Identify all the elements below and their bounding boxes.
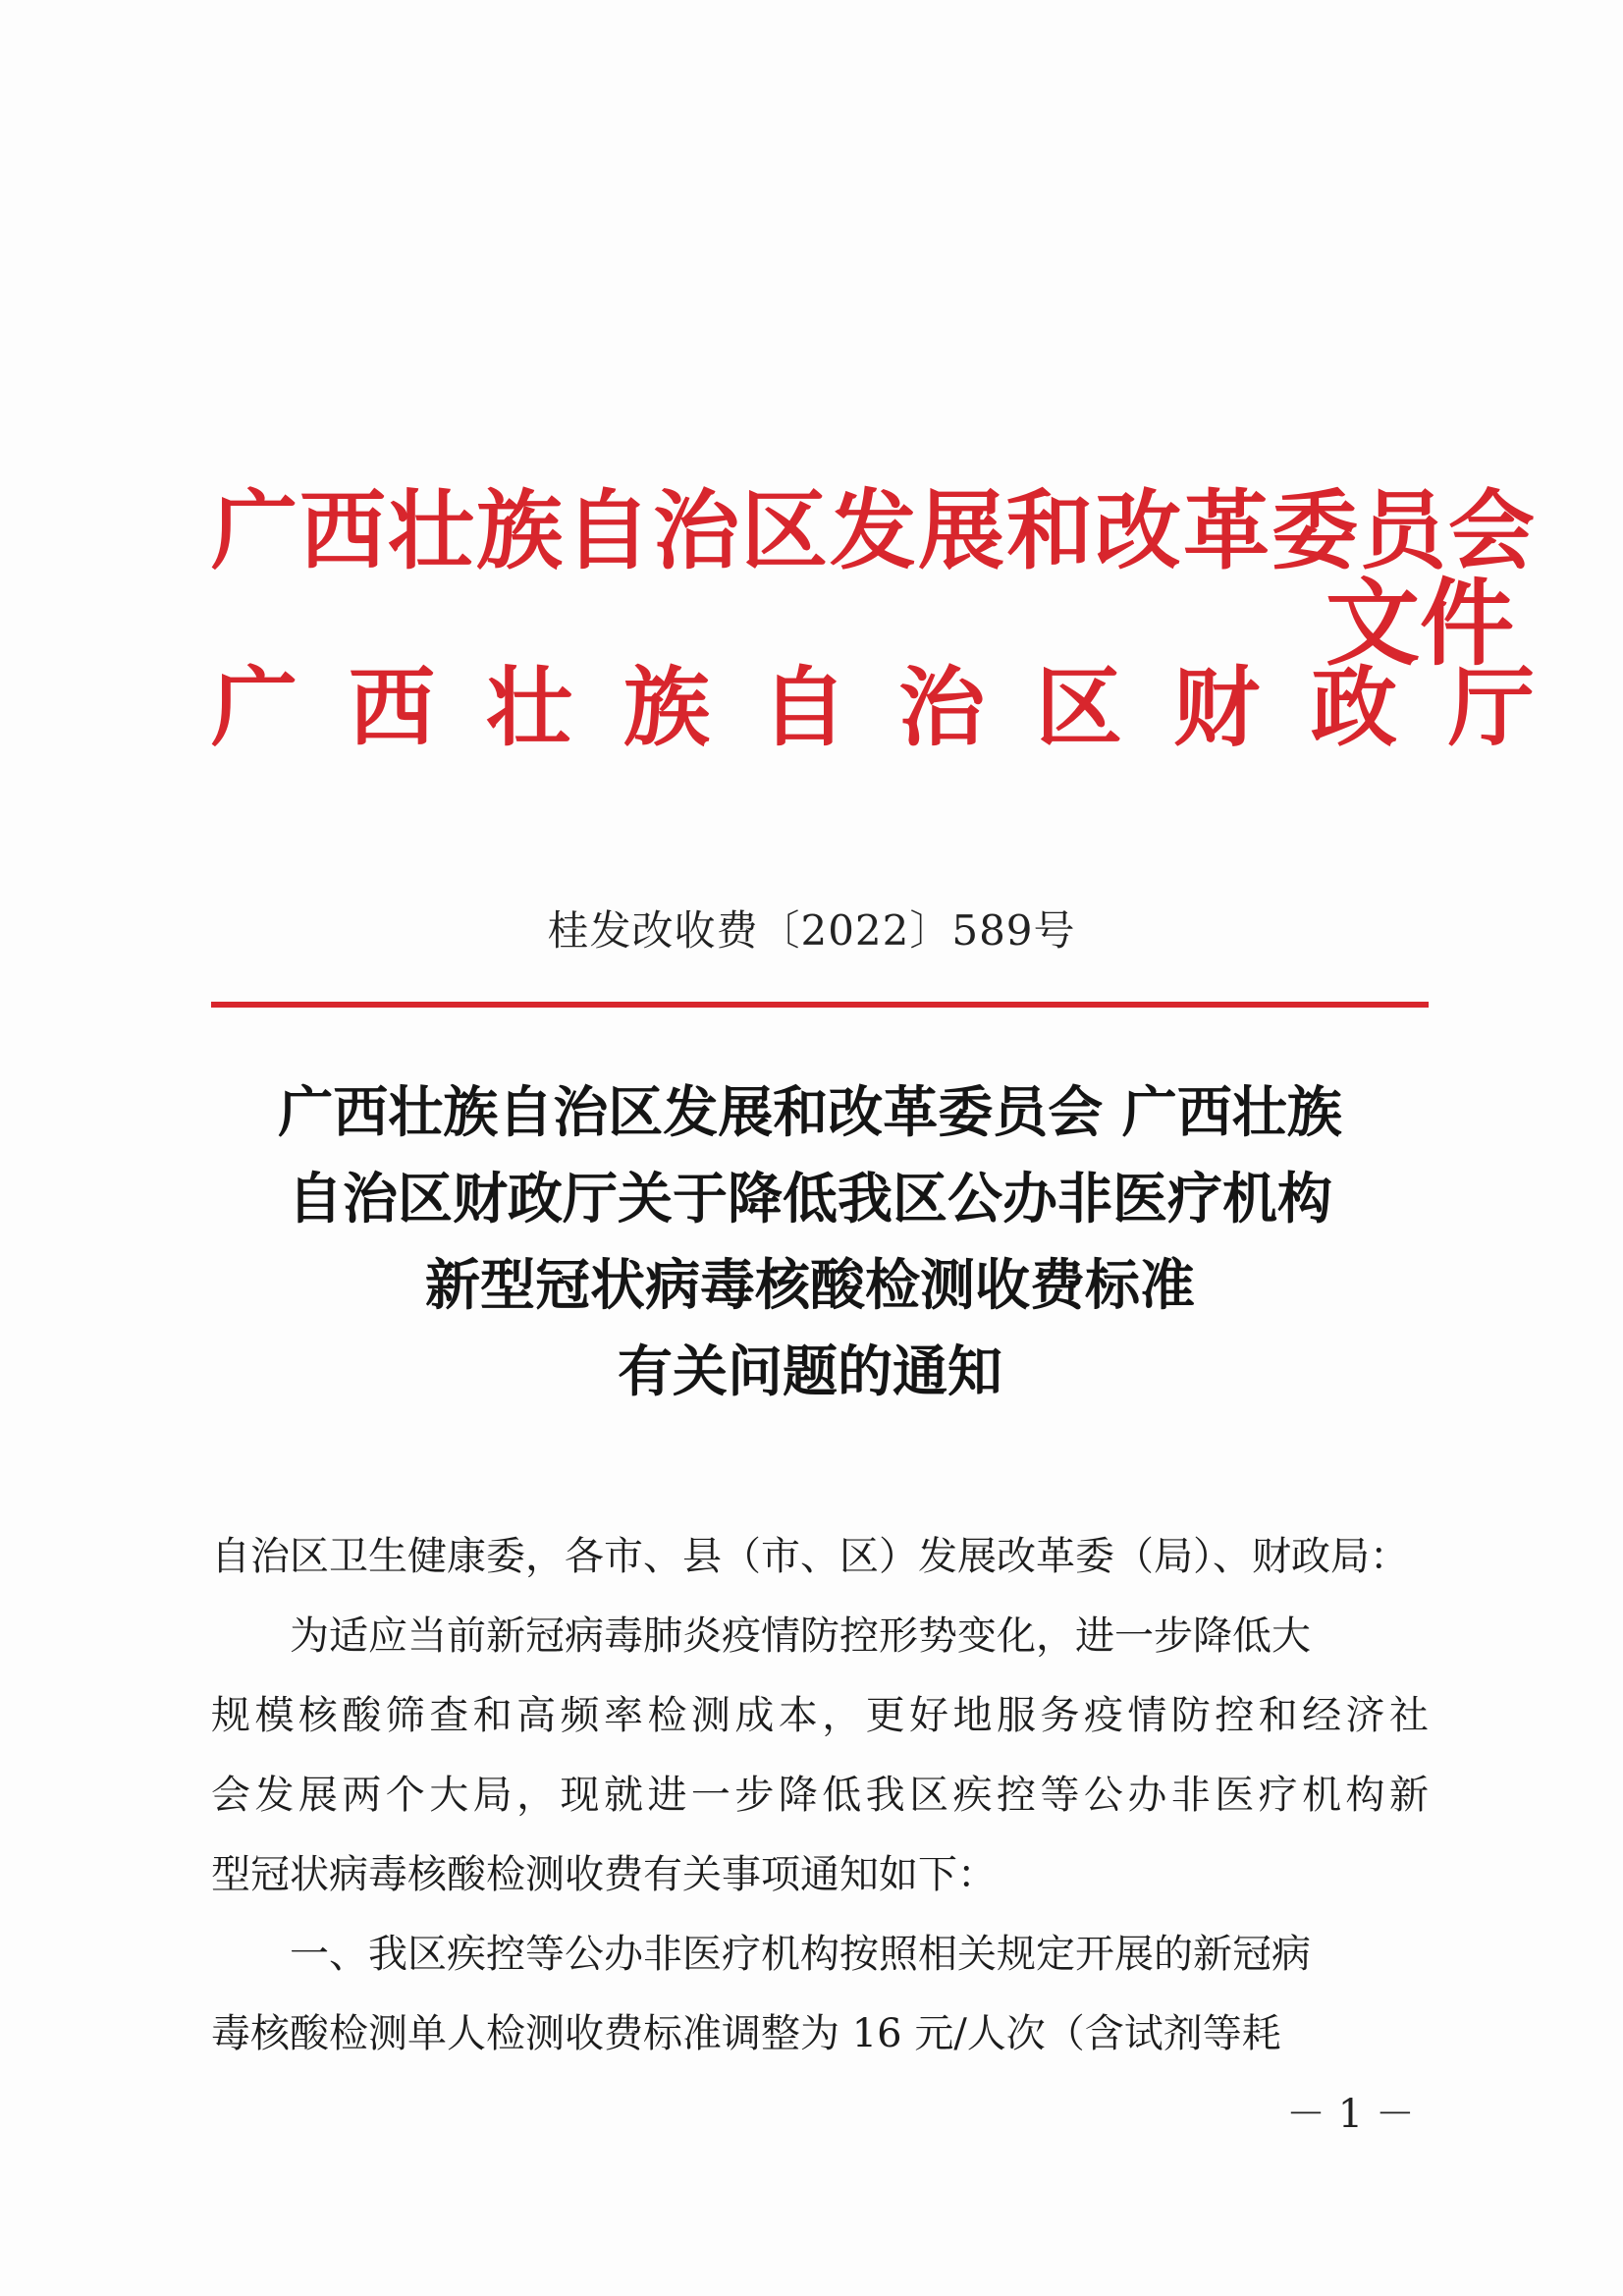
body-line: 为适应当前新冠病毒肺炎疫情防控形势变化，进一步降低大	[211, 1613, 1311, 1659]
document-type-label: 文件	[1325, 568, 1514, 679]
issuer-name-1: 广西壮族自治区发展和改革委员会	[211, 479, 1538, 581]
body-line: 毒核酸检测单人检测收费标准调整为 16 元/人次（含试剂等耗	[211, 2011, 1281, 2056]
addressee-line: 自治区卫生健康委，各市、县（市、区）发展改革委（局）、财政局：	[211, 1534, 1409, 1579]
body-line: 一、我区疾控等公办非医疗机构按照相关规定开展的新冠病	[211, 1932, 1311, 1977]
title-line: 新型冠状病毒核酸检测收费标准	[425, 1254, 1195, 1318]
issuer-name-2: 广西壮族自治区财政厅	[211, 656, 1587, 758]
title-line: 广西壮族自治区发展和改革委员会 广西壮族	[278, 1081, 1342, 1145]
document-number: 桂发改收费〔2022〕589号	[547, 906, 1076, 955]
document-title	[177, 1070, 1443, 1416]
body-text	[211, 1517, 1429, 2074]
title-line: 自治区财政厅关于降低我区公办非医疗机构	[288, 1168, 1332, 1231]
body-line: 会发展两个大局，现就进一步降低我区疾控等公办非医疗机构新	[211, 1773, 1429, 1818]
page-number: － 1 －	[1286, 2092, 1415, 2137]
body-line: 型冠状病毒核酸检测收费有关事项通知如下：	[211, 1852, 997, 1897]
masthead	[211, 479, 1587, 776]
body-line: 规模核酸筛查和高频率检测成本，更好地服务疫情防控和经济社	[211, 1693, 1429, 1738]
red-divider	[211, 1002, 1429, 1008]
title-line: 有关问题的通知	[618, 1340, 1002, 1404]
